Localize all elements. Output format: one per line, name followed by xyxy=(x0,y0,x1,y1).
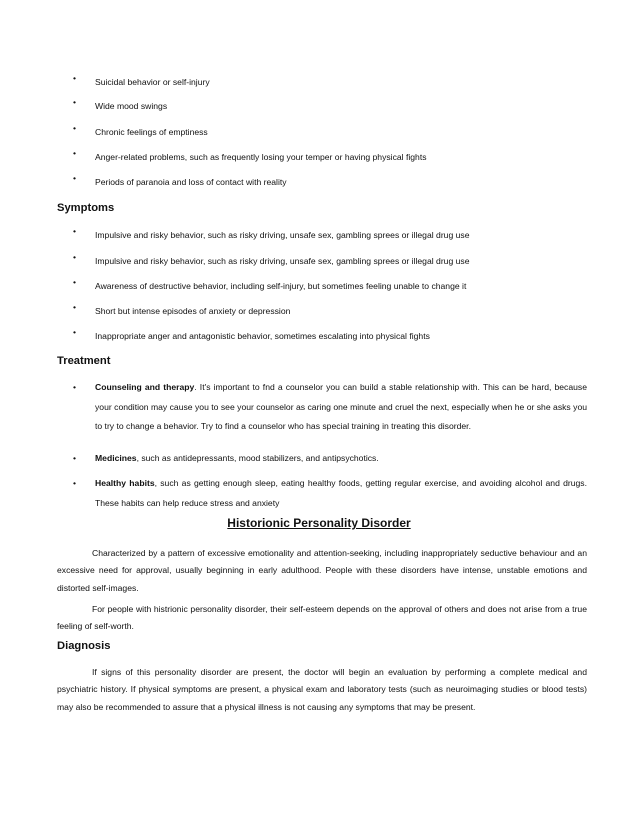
treatment-term: Medicines xyxy=(95,453,137,463)
treatment-heading: Treatment xyxy=(57,355,111,367)
bullet: • xyxy=(73,277,77,287)
list-item-text: Periods of paranoia and loss of contact with reality xyxy=(95,177,287,187)
bullet: • xyxy=(73,453,77,463)
bullet: • xyxy=(73,123,77,133)
bullet: • xyxy=(73,478,77,488)
treatment-desc: . It's important to fnd a counselor you can build a stable relationship with. This can be hard, because your condition may cause you to see your counselor as caring one minute and cruel the next, especially when he or she asks you to try to change a behavior. Try to find a counselor who has special training in treating this disorder. xyxy=(95,382,587,431)
paragraph: For people with histrionic personality disorder, their self-esteem depends on the approval of others and does not arise from a true feeling of self-worth. xyxy=(57,604,587,632)
list-item-text: Wide mood swings xyxy=(95,101,168,111)
treatment-desc: , such as antidepressants, mood stabilizers, and antipsychotics. xyxy=(136,453,379,463)
bullet: • xyxy=(73,302,77,312)
bullet: • xyxy=(73,252,77,262)
symptom-text: Inappropriate anger and antagonistic behavior, sometimes escalating into physical fights xyxy=(95,331,430,341)
diagnosis-heading: Diagnosis xyxy=(57,640,111,652)
bullet: • xyxy=(73,173,77,183)
treatment-text xyxy=(95,474,587,513)
list-item-text: Anger-related problems, such as frequently losing your temper or having physical fights xyxy=(95,152,427,162)
symptom-text: Short but intense episodes of anxiety or depression xyxy=(95,306,291,316)
section-title: Historionic Personality Disorder xyxy=(227,516,411,530)
list-item-text: Suicidal behavior or self-injury xyxy=(95,77,210,87)
bullet: • xyxy=(73,382,77,392)
list-item-text: Chronic feelings of emptiness xyxy=(95,127,208,137)
paragraph: Characterized by a pattern of excessive emotionality and attention-seeking, including inappropriately seductive behaviour and an excessive need for approval, usually beginning in early adulthood. People with these disorders have intense, unstable emotions and distorted self-images. xyxy=(57,548,587,593)
bullet: • xyxy=(73,148,77,158)
bullet: • xyxy=(73,97,77,107)
symptom-text: Impulsive and risky behavior, such as risky driving, unsafe sex, gambling sprees or illegal drug use xyxy=(95,256,470,266)
diagnosis-paragraph: If signs of this personality disorder are present, the doctor will begin an evaluation by performing a complete medical and psychiatric history. If physical symptoms are present, a physical exam and laboratory tests (such as neuroimaging studies or blood tests) may also be recommended to assure that a physical illness is not causing any symptoms that may be present. xyxy=(57,667,587,712)
symptom-text: Impulsive and risky behavior, such as risky driving, unsafe sex, gambling sprees or illegal drug use xyxy=(95,230,470,240)
symptoms-heading: Symptoms xyxy=(57,202,115,214)
treatment-desc: , such as getting enough sleep, eating healthy foods, getting regular exercise, and avoiding alcohol and drugs. These habits can help reduce stress and anxiety xyxy=(95,478,587,508)
bullet: • xyxy=(73,327,77,337)
bullet: • xyxy=(73,73,77,83)
treatment-text xyxy=(95,449,587,469)
treatment-term: Healthy habits xyxy=(95,478,155,488)
bullet: • xyxy=(73,226,77,236)
treatment-text xyxy=(95,378,587,437)
symptom-text: Awareness of destructive behavior, including self-injury, but sometimes feeling unable to change it xyxy=(95,281,467,291)
treatment-term: Counseling and therapy xyxy=(95,382,195,392)
